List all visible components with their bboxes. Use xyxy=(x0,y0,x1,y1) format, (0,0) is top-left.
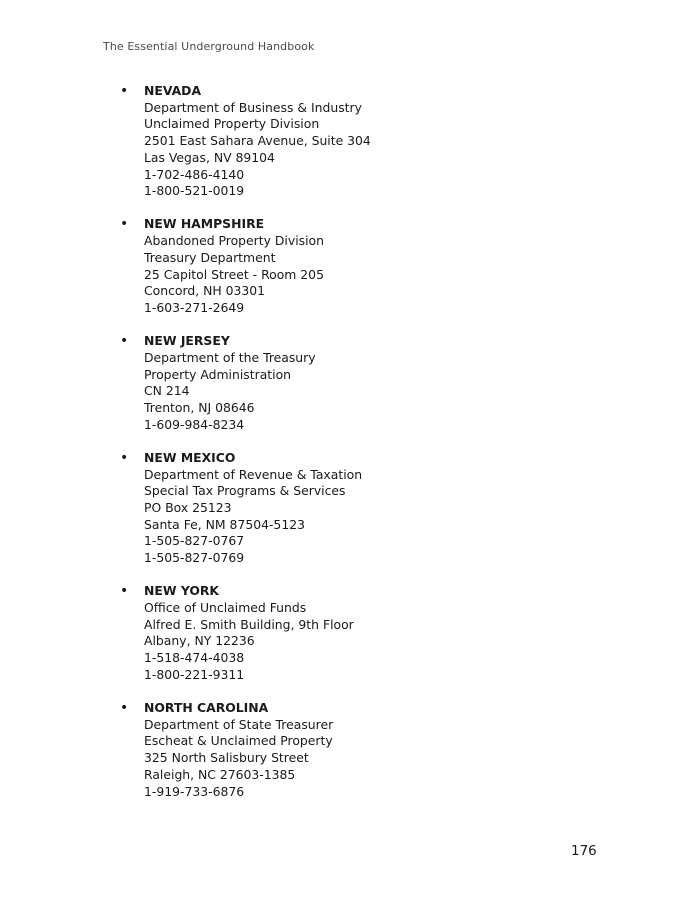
bullet-icon: • xyxy=(120,449,129,466)
address-line: 1-919-733-6876 xyxy=(144,783,245,799)
address-line: Treasury Department xyxy=(144,249,276,265)
address-line: Trenton, NJ 08646 xyxy=(144,399,255,415)
address-line: Alfred E. Smith Building, 9th Floor xyxy=(144,616,354,632)
address-line: Department of Revenue & Taxation xyxy=(144,466,363,482)
agency-list xyxy=(120,83,640,817)
address-line: Special Tax Programs & Services xyxy=(144,483,346,499)
address-line: Unclaimed Property Division xyxy=(144,116,320,132)
address-line: Raleigh, NC 27603-1385 xyxy=(144,766,296,782)
state-name: NEW YORK xyxy=(144,583,220,599)
bullet-icon: • xyxy=(120,216,129,233)
bullet-icon: • xyxy=(120,333,129,350)
list-item xyxy=(120,583,640,683)
list-item xyxy=(120,450,640,567)
address-line: 1-505-827-0767 xyxy=(144,533,245,549)
list-item xyxy=(120,83,640,200)
address-line: Santa Fe, NM 87504-5123 xyxy=(144,516,305,532)
state-name: NEW MEXICO xyxy=(144,449,236,465)
list-item xyxy=(120,216,640,316)
state-name: NORTH CAROLINA xyxy=(144,700,269,715)
address-line: 1-609-984-8234 xyxy=(144,416,245,432)
bullet-icon: • xyxy=(120,700,129,716)
address-line: Concord, NH 03301 xyxy=(144,283,266,299)
bullet-icon: • xyxy=(120,83,129,99)
address-line: Albany, NY 12236 xyxy=(144,633,255,649)
address-line: 2501 East Sahara Avenue, Suite 304 xyxy=(144,133,371,149)
address-line: Department of Business & Industry xyxy=(144,99,362,115)
address-line: Las Vegas, NV 89104 xyxy=(144,149,275,165)
running-header: The Essential Underground Handbook xyxy=(103,40,315,53)
address-line: 325 North Salisbury Street xyxy=(144,750,309,766)
address-line: 1-518-474-4038 xyxy=(144,650,245,666)
address-line: 1-702-486-4140 xyxy=(144,166,245,182)
state-name: NEW HAMPSHIRE xyxy=(144,216,265,232)
bullet-icon: • xyxy=(120,583,129,600)
address-line: Department of the Treasury xyxy=(144,349,316,365)
address-line: Office of Unclaimed Funds xyxy=(144,599,307,615)
address-line: PO Box 25123 xyxy=(144,499,232,515)
address-line: 25 Capitol Street - Room 205 xyxy=(144,266,324,282)
list-item xyxy=(120,700,640,800)
page-number: 176 xyxy=(571,843,597,859)
address-line: Department of State Treasurer xyxy=(144,716,334,732)
address-line: Property Administration xyxy=(144,366,292,382)
state-name: NEVADA xyxy=(144,83,202,98)
list-item xyxy=(120,333,640,433)
state-name: NEW JERSEY xyxy=(144,333,230,349)
address-line: 1-800-221-9311 xyxy=(144,666,245,682)
address-line: Abandoned Property Division xyxy=(144,233,324,249)
address-line: 1-603-271-2649 xyxy=(144,299,245,315)
address-line: 1-800-521-0019 xyxy=(144,183,245,199)
address-line: Escheat & Unclaimed Property xyxy=(144,733,333,749)
address-line: 1-505-827-0769 xyxy=(144,550,245,566)
address-line: CN 214 xyxy=(144,383,190,399)
